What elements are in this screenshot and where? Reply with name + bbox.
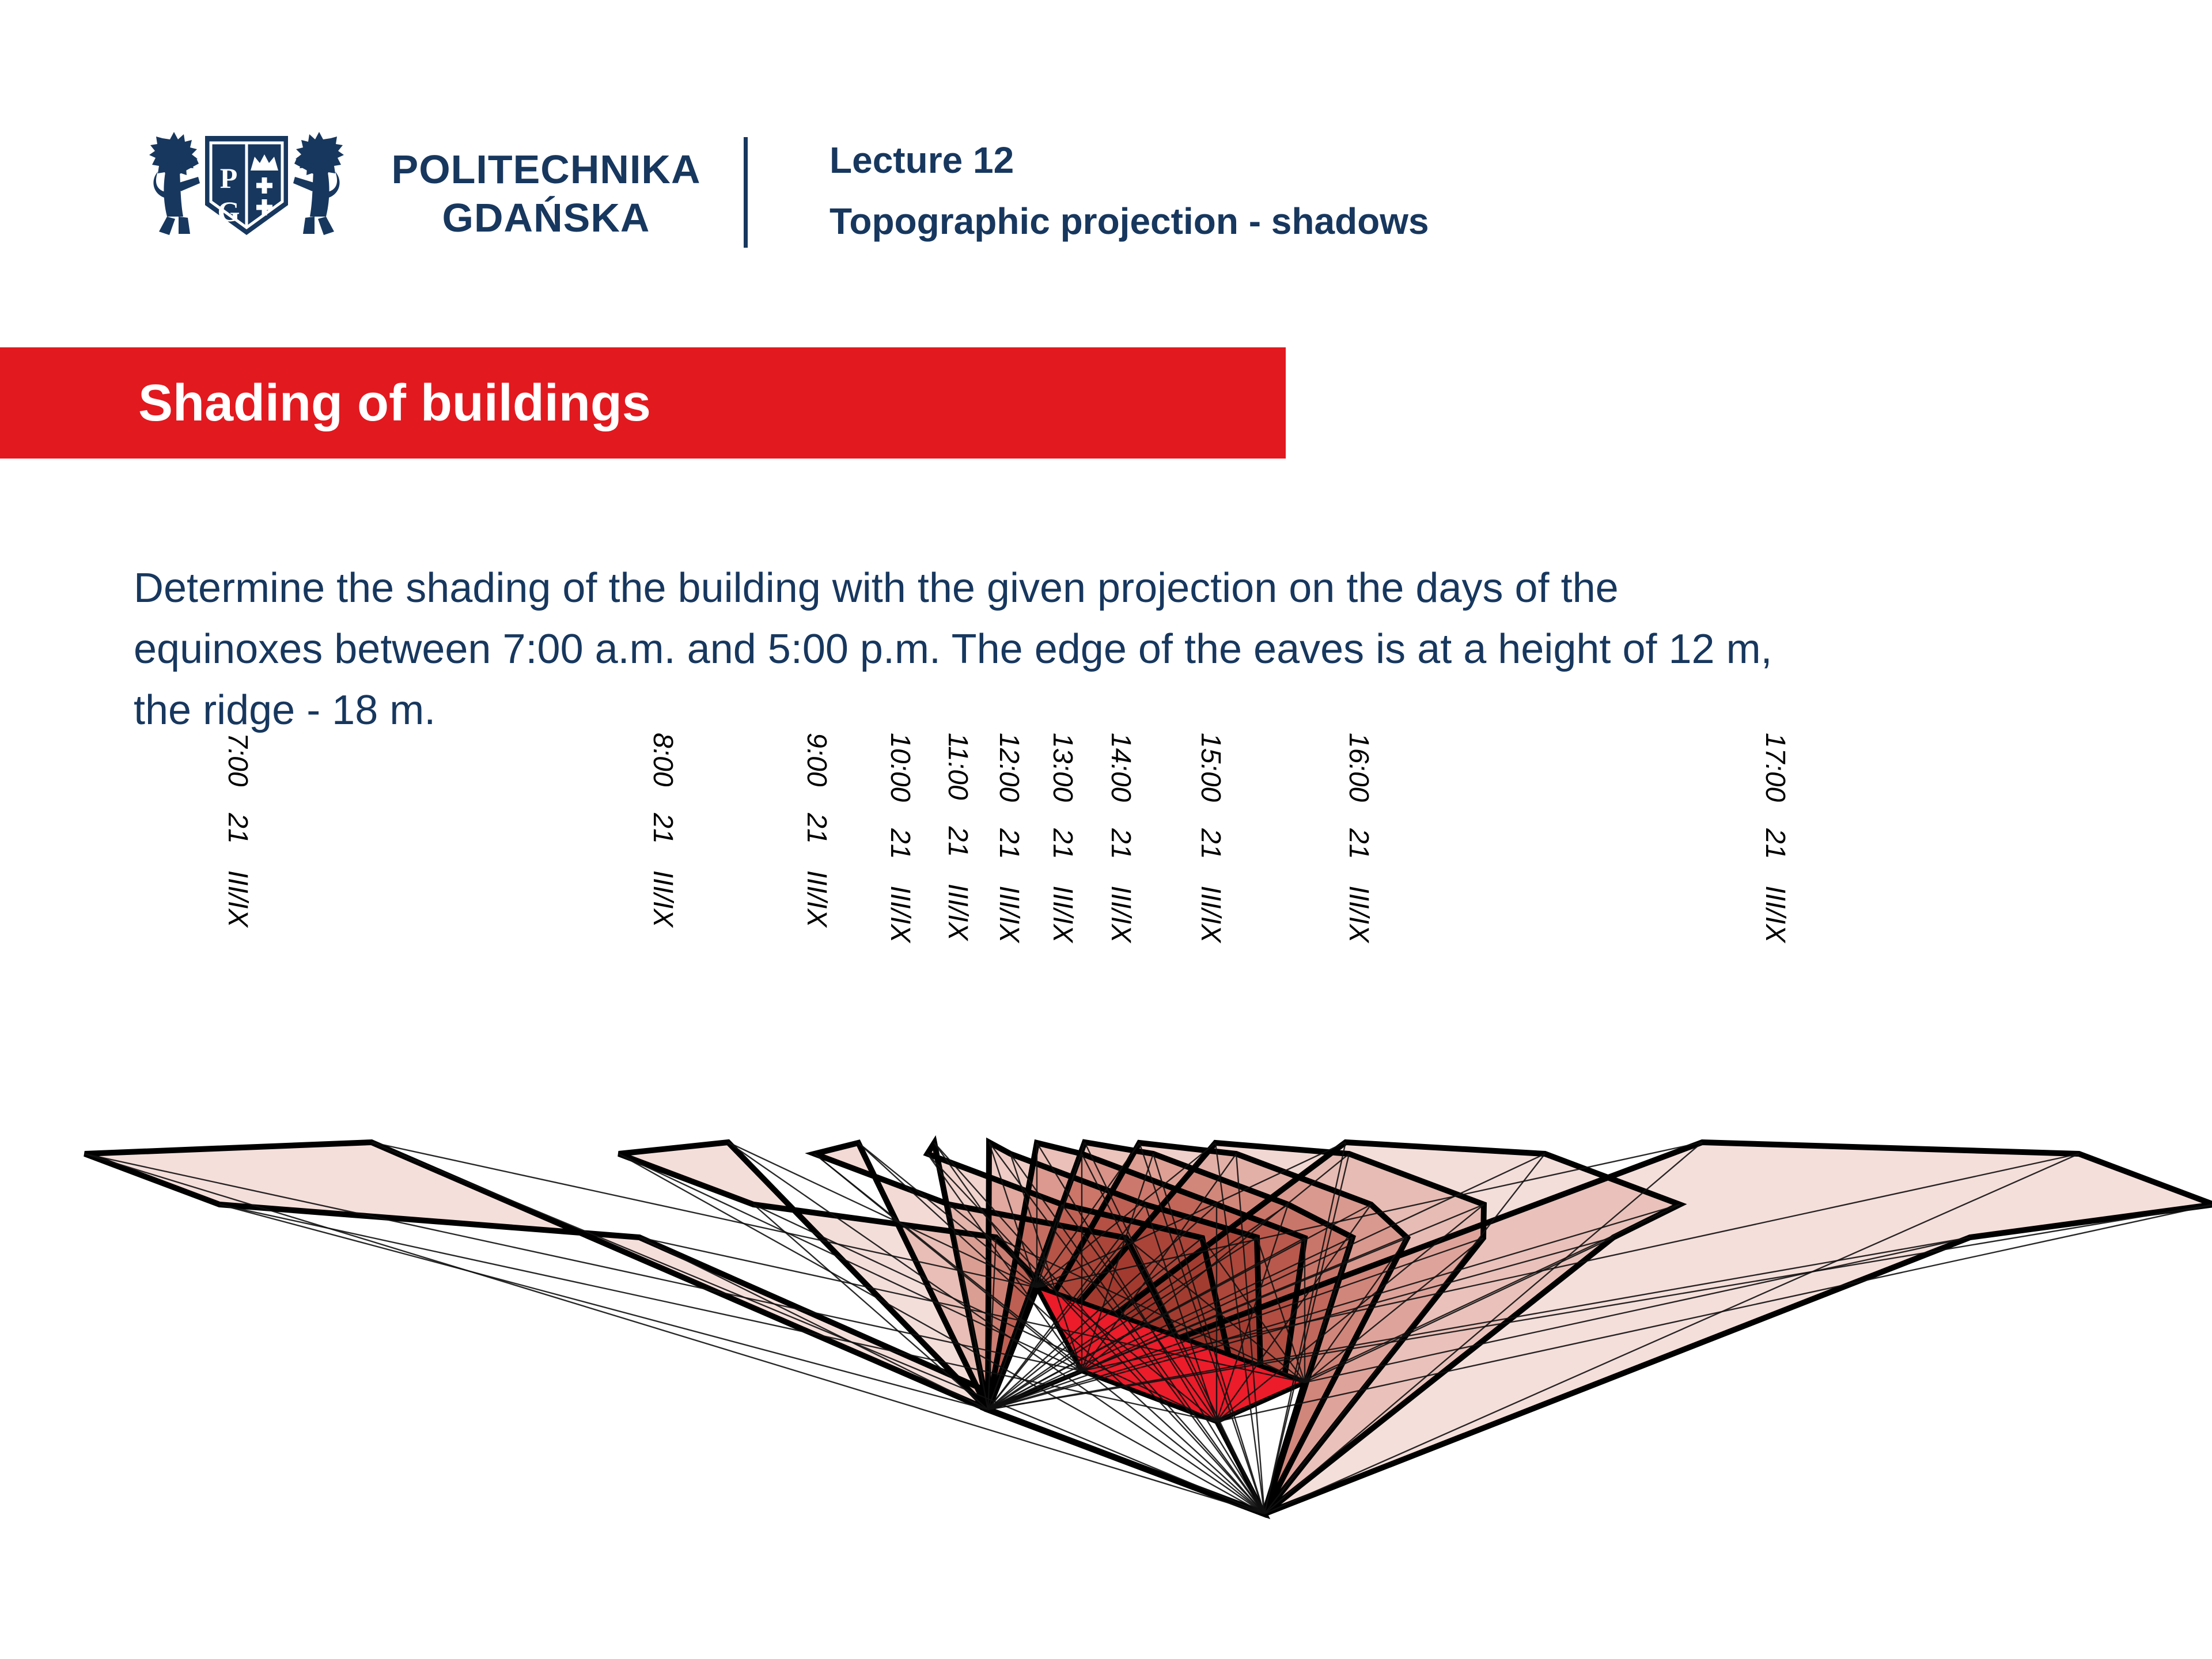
brand-name xyxy=(361,145,732,242)
time-label xyxy=(1195,733,1226,942)
section-title: Shading of buildings xyxy=(138,374,651,432)
time-label-months: III/IX xyxy=(647,870,678,927)
lecture-number: Lecture 12 xyxy=(830,139,1014,181)
time-label-day: 21 xyxy=(647,813,678,844)
time-label-day: 21 xyxy=(994,828,1024,859)
time-label-months: III/IX xyxy=(1343,885,1374,943)
time-label xyxy=(222,733,253,927)
lecture-topic: Topographic projection - shadows xyxy=(830,200,1429,242)
header-divider xyxy=(744,137,748,248)
time-label-day: 21 xyxy=(885,828,915,859)
task-line1: Determine the shading of the building with the given projection on the days of the xyxy=(134,565,1619,611)
time-label xyxy=(993,733,1025,942)
time-label xyxy=(1047,733,1078,942)
time-label-hour: 16:00 xyxy=(1343,733,1374,802)
time-label-day: 21 xyxy=(1047,828,1078,859)
time-label-months: III/IX xyxy=(942,883,973,941)
time-label-months: III/IX xyxy=(1047,885,1078,943)
time-label-hour: 11:00 xyxy=(942,733,973,800)
task-line2: equinoxes between 7:00 a.m. and 5:00 p.m. The edge of the eaves is at a height of 12 m, xyxy=(134,626,1772,672)
time-label-months: III/IX xyxy=(885,885,915,943)
lecture-header xyxy=(830,139,1429,242)
brand-line2: GDAŃSKA xyxy=(442,195,650,240)
time-label-months: III/IX xyxy=(1195,885,1226,943)
time-label-months: III/IX xyxy=(801,870,832,927)
time-label xyxy=(884,733,916,942)
time-label-day: 21 xyxy=(801,813,832,844)
time-label-day: 21 xyxy=(1105,828,1136,859)
time-label-hour: 13:00 xyxy=(1047,733,1078,802)
lion-right-icon xyxy=(293,132,344,235)
time-label-hour: 7:00 xyxy=(222,733,253,787)
time-label-months: III/IX xyxy=(994,885,1024,943)
task-text xyxy=(134,558,2150,741)
time-label xyxy=(801,733,832,927)
time-label-day: 21 xyxy=(942,826,973,857)
svg-text:P: P xyxy=(219,162,238,194)
time-label-hour: 9:00 xyxy=(801,733,832,787)
lion-left-icon xyxy=(149,132,200,235)
time-label-day: 21 xyxy=(1343,828,1374,859)
time-label-day: 21 xyxy=(222,813,253,844)
task-line3: the ridge - 18 m. xyxy=(134,687,436,733)
time-label-months: III/IX xyxy=(222,870,253,927)
section-banner xyxy=(0,347,1286,459)
shield-icon xyxy=(205,136,288,235)
time-label-day: 21 xyxy=(1195,828,1226,859)
time-label-hour: 10:00 xyxy=(885,733,915,802)
time-label xyxy=(1343,733,1374,942)
time-label-hour: 17:00 xyxy=(1760,733,1790,802)
time-label-hour: 12:00 xyxy=(994,733,1024,802)
time-label-months: III/IX xyxy=(1105,885,1136,943)
time-label-hour: 8:00 xyxy=(647,733,678,787)
time-label xyxy=(647,733,679,927)
svg-text:G: G xyxy=(217,195,240,228)
university-logo xyxy=(137,130,356,251)
time-label-hour: 14:00 xyxy=(1105,733,1136,802)
time-label xyxy=(1759,733,1791,942)
time-label-hour: 15:00 xyxy=(1195,733,1226,802)
time-label-months: III/IX xyxy=(1760,885,1790,943)
brand-line1: POLITECHNIKA xyxy=(391,147,701,192)
time-label-day: 21 xyxy=(1760,828,1790,859)
time-label xyxy=(1105,733,1137,942)
time-label xyxy=(942,733,974,941)
